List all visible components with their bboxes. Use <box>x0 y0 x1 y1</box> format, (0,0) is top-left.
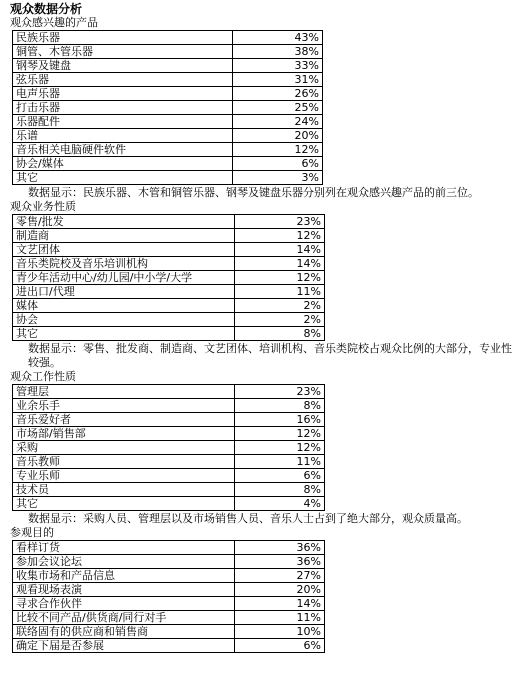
table-row <box>13 299 325 313</box>
table-row <box>13 73 323 87</box>
row-percentage: 11% <box>235 455 325 469</box>
row-label: 专业乐师 <box>13 469 235 483</box>
row-label: 其它 <box>13 327 235 341</box>
row-percentage: 6% <box>235 639 325 653</box>
table-row <box>13 427 325 441</box>
row-percentage: 10% <box>235 625 325 639</box>
row-label: 音乐相关电脑硬件软件 <box>13 143 233 157</box>
table-row <box>13 555 325 569</box>
row-label: 管理层 <box>13 385 235 399</box>
table-row <box>13 143 323 157</box>
row-percentage: 3% <box>233 171 323 185</box>
table-row <box>13 611 325 625</box>
table-row <box>13 215 325 229</box>
row-percentage: 14% <box>235 257 325 271</box>
row-label: 电声乐器 <box>13 87 233 101</box>
table-row <box>13 59 323 73</box>
row-percentage: 16% <box>235 413 325 427</box>
purpose-table <box>12 540 325 653</box>
row-label: 民族乐器 <box>13 31 233 45</box>
table-row <box>13 115 323 129</box>
row-percentage: 26% <box>233 87 323 101</box>
row-label: 确定下届是否参展 <box>13 639 235 653</box>
row-label: 技术员 <box>13 483 235 497</box>
row-label: 采购 <box>13 441 235 455</box>
row-label: 钢琴及键盘 <box>13 59 233 73</box>
row-label: 收集市场和产品信息 <box>13 569 235 583</box>
row-percentage: 23% <box>235 385 325 399</box>
row-percentage: 8% <box>235 327 325 341</box>
row-percentage: 43% <box>233 31 323 45</box>
table-row <box>13 327 325 341</box>
row-percentage: 11% <box>235 285 325 299</box>
products-note: 数据显示：民族乐器、木管和铜管乐器、钢琴及键盘乐器分别列在观众感兴趣产品的前三位。 <box>28 186 479 199</box>
section-heading-purpose: 参观目的 <box>10 526 54 539</box>
table-row <box>13 157 323 171</box>
row-label: 看样订货 <box>13 541 235 555</box>
table-row <box>13 101 323 115</box>
job-table <box>12 384 325 511</box>
row-label: 制造商 <box>13 229 235 243</box>
table-row <box>13 385 325 399</box>
row-percentage: 2% <box>235 299 325 313</box>
section-heading-job: 观众工作性质 <box>10 370 76 383</box>
row-label: 进出口/代理 <box>13 285 235 299</box>
table-row <box>13 497 325 511</box>
table-row <box>13 271 325 285</box>
table-row <box>13 45 323 59</box>
row-label: 协会/媒体 <box>13 157 233 171</box>
business-note: 数据显示：零售、批发商、制造商、文艺团体、培训机构、音乐类院校占观众比例的大部分，专业性较强。 <box>28 342 512 369</box>
row-label: 寻求合作伙伴 <box>13 597 235 611</box>
table-row <box>13 483 325 497</box>
row-percentage: 36% <box>235 555 325 569</box>
row-label: 观看现场表演 <box>13 583 235 597</box>
row-label: 比较不同产品/供货商/同行对手 <box>13 611 235 625</box>
table-row <box>13 257 325 271</box>
business-table <box>12 214 325 341</box>
job-note: 数据显示：采购人员、管理层以及市场销售人员、音乐人士占到了绝大部分，观众质量高。 <box>28 512 468 525</box>
row-percentage: 31% <box>233 73 323 87</box>
table-row <box>13 469 325 483</box>
table-row <box>13 285 325 299</box>
row-label: 青少年活动中心/幼儿园/中小学/大学 <box>13 271 235 285</box>
table-row <box>13 399 325 413</box>
table-row <box>13 441 325 455</box>
row-percentage: 12% <box>235 271 325 285</box>
products-table <box>12 30 323 185</box>
row-percentage: 6% <box>235 469 325 483</box>
row-percentage: 11% <box>235 611 325 625</box>
row-label: 其它 <box>13 497 235 511</box>
row-label: 文艺团体 <box>13 243 235 257</box>
row-percentage: 12% <box>235 441 325 455</box>
row-label: 乐器配件 <box>13 115 233 129</box>
row-percentage: 8% <box>235 483 325 497</box>
row-percentage: 12% <box>233 143 323 157</box>
row-percentage: 20% <box>235 583 325 597</box>
table-row <box>13 171 323 185</box>
table-row <box>13 87 323 101</box>
row-label: 弦乐器 <box>13 73 233 87</box>
table-row <box>13 243 325 257</box>
row-percentage: 25% <box>233 101 323 115</box>
row-percentage: 14% <box>235 243 325 257</box>
row-percentage: 2% <box>235 313 325 327</box>
row-label: 音乐类院校及音乐培训机构 <box>13 257 235 271</box>
row-label: 打击乐器 <box>13 101 233 115</box>
row-label: 其它 <box>13 171 233 185</box>
row-label: 乐谱 <box>13 129 233 143</box>
row-percentage: 33% <box>233 59 323 73</box>
row-percentage: 24% <box>233 115 323 129</box>
row-label: 零售/批发 <box>13 215 235 229</box>
row-label: 音乐教师 <box>13 455 235 469</box>
table-row <box>13 455 325 469</box>
row-percentage: 23% <box>235 215 325 229</box>
row-label: 联络固有的供应商和销售商 <box>13 625 235 639</box>
table-row <box>13 583 325 597</box>
page-title: 观众数据分析 <box>10 2 83 16</box>
table-row <box>13 639 325 653</box>
row-percentage: 36% <box>235 541 325 555</box>
row-percentage: 6% <box>233 157 323 171</box>
row-label: 铜管、木管乐器 <box>13 45 233 59</box>
section-heading-business: 观众业务性质 <box>10 200 76 213</box>
row-percentage: 12% <box>235 229 325 243</box>
table-row <box>13 597 325 611</box>
table-row <box>13 569 325 583</box>
row-percentage: 4% <box>235 497 325 511</box>
row-percentage: 14% <box>235 597 325 611</box>
table-row <box>13 625 325 639</box>
table-row <box>13 413 325 427</box>
row-percentage: 20% <box>233 129 323 143</box>
row-percentage: 38% <box>233 45 323 59</box>
table-row <box>13 229 325 243</box>
row-label: 市场部/销售部 <box>13 427 235 441</box>
row-percentage: 27% <box>235 569 325 583</box>
table-row <box>13 31 323 45</box>
row-label: 协会 <box>13 313 235 327</box>
row-percentage: 12% <box>235 427 325 441</box>
row-percentage: 8% <box>235 399 325 413</box>
section-heading-products: 观众感兴趣的产品 <box>10 16 98 29</box>
row-label: 音乐爱好者 <box>13 413 235 427</box>
table-row <box>13 313 325 327</box>
table-row <box>13 129 323 143</box>
row-label: 参加会议论坛 <box>13 555 235 569</box>
table-row <box>13 541 325 555</box>
row-label: 媒体 <box>13 299 235 313</box>
row-label: 业余乐手 <box>13 399 235 413</box>
